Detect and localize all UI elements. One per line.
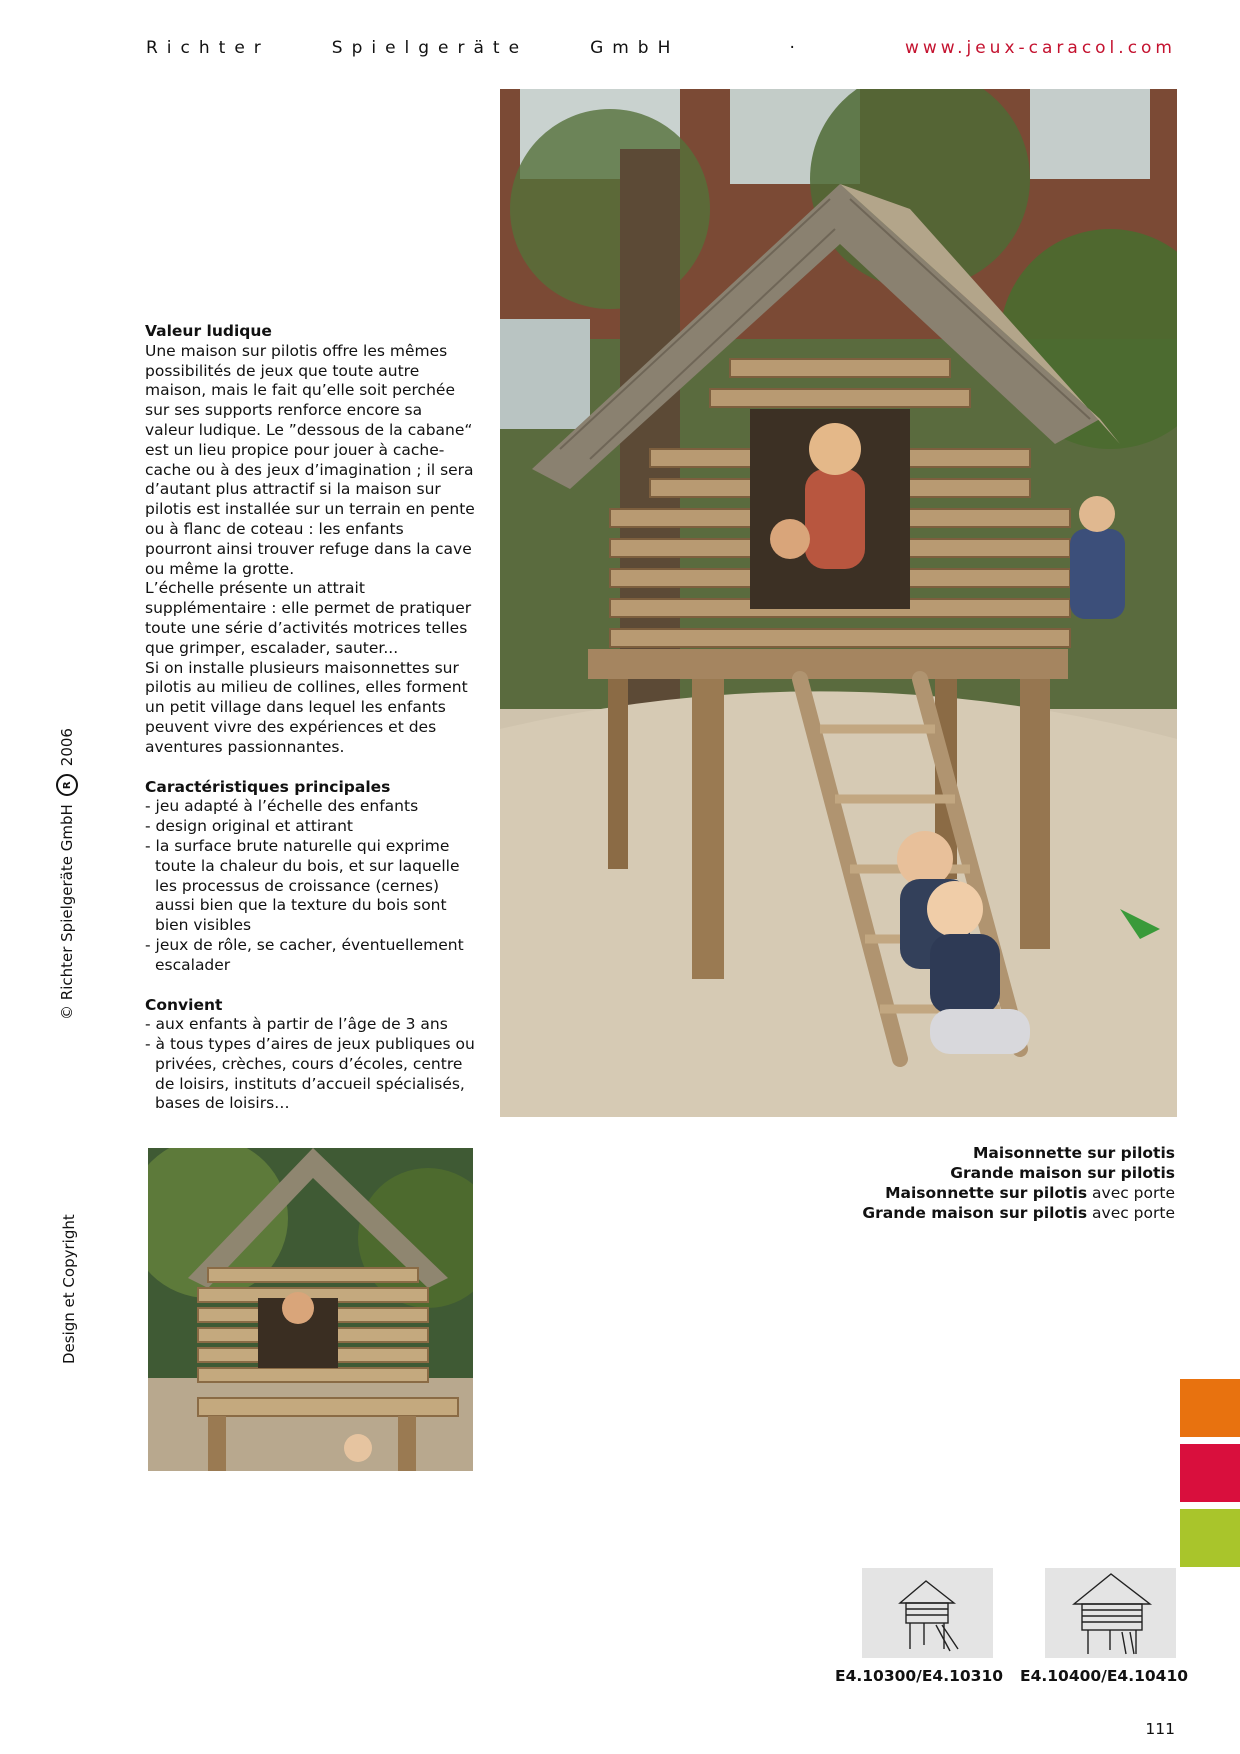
list-item: - la surface brute naturelle qui exprime toute la chaleur du bois, et sur laquelle les processus de croissance (cernes) aussi bien que la texture du bois sont bien visibles [145, 836, 460, 935]
product-name-2: Grande maison sur pilotis [950, 1164, 1175, 1182]
valeur-paragraph: Une maison sur pilotis offre les mêmes possibilités de jeux que toute autre maison, mais le fait qu’elle soit perchée sur ses supports renforce encore sa valeur ludique. Le ”dessous de la cabane“ est un lieu propice pour jouer à cache-cache ou à des jeux d’imagination ; il sera d’autant plus attractif si la maison sur pilotis est installée sur un terrain en pente ou à flanc de coteau : les enfants pourront ainsi trouver refuge dans la cave ou même la grotte. [145, 341, 475, 578]
category-tab-green [1180, 1509, 1240, 1567]
header-separator: · [789, 38, 795, 58]
carac-list [145, 797, 475, 975]
valeur-paragraph: Si on installe plusieurs maisonnettes sur pilotis au milieu de collines, elles forment un petit village dans lequel les enfants peuvent vivre des expériences et des aventures passionnantes. [145, 658, 468, 756]
list-item: - à tous types d’aires de jeux publiques ou privées, crèches, cours d’écoles, centre de loisirs, instituts d’accueil spécialisés, bases de loisirs… [145, 1035, 475, 1113]
product-name-4: Grande maison sur pilotis avec porte [862, 1204, 1175, 1222]
convient-heading: Convient [145, 995, 223, 1014]
valeur-heading: Valeur ludique [145, 322, 272, 340]
company-part: Spielgeräte [331, 38, 529, 58]
copyright-text: © Richter Spielgeräte GmbH [58, 804, 76, 1020]
small-photo-stilt-house [148, 1148, 473, 1471]
company-part: GmbH [590, 38, 680, 58]
company-name [146, 38, 679, 58]
list-item: - aux enfants à partir de l’âge de 3 ans [145, 1015, 448, 1034]
product-thumbnail-small [862, 1568, 993, 1658]
list-item: - jeux de rôle, se cacher, éventuellement escalader [145, 935, 464, 974]
valeur-paragraph: L’échelle présente un attrait supplémentaire : elle permet de pratiquer toute une série d’activités motrices telles que grimper, escalader, sauter... [145, 579, 472, 657]
product-code-2: E4.10400/E4.10410 [1020, 1667, 1189, 1685]
page-header [146, 36, 1176, 60]
copyright-year: 2006 [58, 728, 76, 767]
category-tab-orange [1180, 1379, 1240, 1437]
product-thumbnail-large [1045, 1568, 1176, 1658]
main-photo-stilt-house [500, 89, 1177, 1117]
category-tab-red [1180, 1444, 1240, 1502]
list-item: - jeu adapté à l’échelle des enfants [145, 797, 419, 816]
company-part: Richter [146, 38, 270, 58]
convient-list [145, 1015, 475, 1114]
carac-heading: Caractéristiques principales [145, 777, 391, 796]
website-link[interactable]: www.jeux-caracol.com [904, 38, 1176, 58]
page-number: 111 [1145, 1720, 1175, 1738]
richter-logo-icon: R [56, 774, 78, 796]
side-copyright [55, 380, 79, 1020]
product-list [862, 1143, 1175, 1223]
side-design-copyright: Design et Copyright [60, 1214, 78, 1364]
product-code-1: E4.10300/E4.10310 [835, 1667, 1004, 1685]
list-item: - design original et attirant [145, 817, 354, 836]
description-column [145, 322, 475, 1114]
product-name-3: Maisonnette sur pilotis avec porte [885, 1184, 1175, 1202]
product-name-1: Maisonnette sur pilotis [973, 1144, 1175, 1162]
